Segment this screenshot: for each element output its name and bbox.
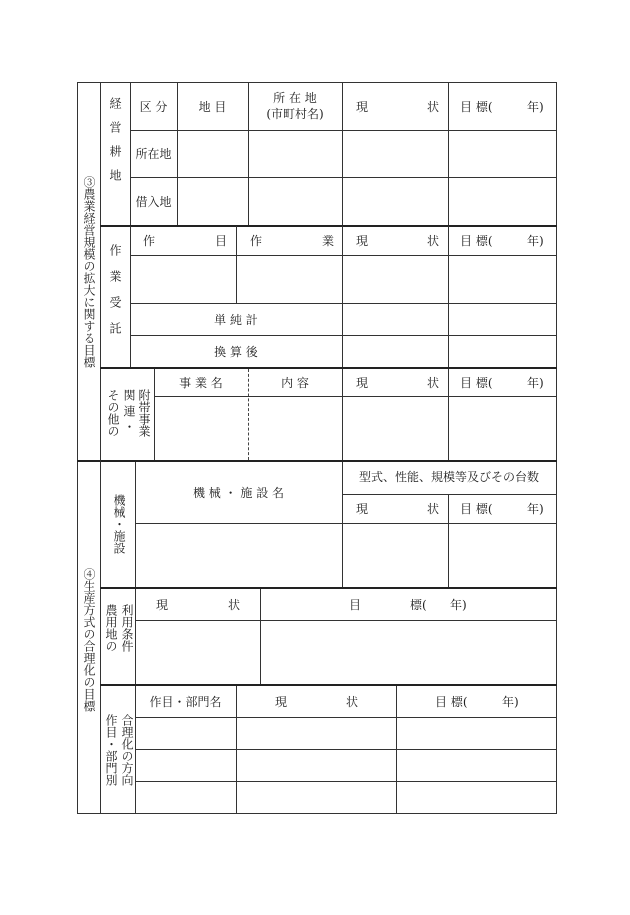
land-header-landtype: 地 目 bbox=[198, 100, 227, 114]
contract-header-crop: 作 bbox=[143, 234, 156, 248]
machinery-name-header: 機 械 ・ 施 設 名 bbox=[192, 486, 285, 500]
other-header-business: 事 業 名 bbox=[179, 376, 223, 390]
farmland-header-current: 現 bbox=[156, 598, 169, 612]
land-row-leased: 借入地 bbox=[135, 195, 172, 209]
contract-header-crop-2: 目 bbox=[215, 234, 228, 248]
land-header-category: 区 分 bbox=[139, 100, 168, 114]
frame-top bbox=[77, 82, 557, 83]
land-header-location: 所 在 地 bbox=[273, 91, 317, 105]
block-divider-e bbox=[100, 684, 557, 686]
crop-label-2: 合理化の方向 bbox=[120, 714, 134, 786]
land-label: 経営耕地 bbox=[108, 97, 122, 193]
contract-label: 作業受託 bbox=[108, 244, 122, 348]
frame-left bbox=[77, 82, 78, 814]
block-divider-b bbox=[100, 367, 557, 369]
other-label-3: 附帯事業 bbox=[137, 389, 151, 437]
contract-header-current: 現 bbox=[356, 234, 369, 248]
section-divider bbox=[77, 460, 557, 462]
land-header-target-year: 年) bbox=[527, 100, 544, 114]
land-row-owned: 所在地 bbox=[135, 147, 172, 161]
frame-bottom bbox=[77, 813, 557, 814]
contract-row-converted: 換 算 後 bbox=[214, 345, 258, 359]
machinery-header-target-year: 年) bbox=[527, 502, 544, 516]
other-header-content: 内 容 bbox=[281, 376, 309, 390]
farmland-label-2: 利用条件 bbox=[120, 604, 134, 652]
machinery-header-current-2: 状 bbox=[427, 502, 440, 516]
crop-header-current-2: 状 bbox=[346, 695, 359, 709]
crop-label-1: 作目・部門別 bbox=[104, 714, 118, 786]
land-header-current: 現 bbox=[356, 100, 369, 114]
farmland-label-1: 農用地の bbox=[104, 604, 118, 652]
crop-header-name: 作目・部門名 bbox=[149, 695, 222, 709]
land-header-target: 目 標( bbox=[460, 100, 493, 114]
farmland-header-current-2: 状 bbox=[228, 598, 241, 612]
other-header-current-2: 状 bbox=[427, 376, 440, 390]
machinery-header-target: 目 標( bbox=[460, 502, 493, 516]
section4-title: ④生産方式の合理化の目標 bbox=[82, 568, 96, 712]
other-header-target-year: 年) bbox=[527, 376, 544, 390]
land-header-municipality: (市町村名) bbox=[266, 107, 324, 121]
block-divider-a bbox=[100, 225, 557, 227]
land-header-current-2: 状 bbox=[427, 100, 440, 114]
machinery-label: 機械・施設 bbox=[112, 494, 126, 554]
machinery-header-current: 現 bbox=[356, 502, 369, 516]
contract-row-simple-total: 単 純 計 bbox=[214, 313, 258, 327]
crop-header-target: 目 標( bbox=[435, 695, 468, 709]
farmland-header-target-year: 年) bbox=[450, 598, 467, 612]
contract-header-target-year: 年) bbox=[527, 234, 544, 248]
other-header-current: 現 bbox=[356, 376, 369, 390]
contract-header-work: 作 bbox=[250, 234, 263, 248]
farmland-header-target: 目 bbox=[349, 598, 362, 612]
other-label-2: 関 連 ・ bbox=[122, 389, 136, 433]
machinery-spec-header: 型式、性能、規模等及びその台数 bbox=[358, 470, 539, 484]
contract-header-work-2: 業 bbox=[322, 234, 335, 248]
title-column-line bbox=[100, 82, 101, 814]
contract-header-target: 目 標( bbox=[460, 234, 493, 248]
crop-header-current: 現 bbox=[275, 695, 288, 709]
other-label-1: その他の bbox=[106, 389, 120, 437]
block-divider-d bbox=[100, 587, 557, 589]
contract-header-current-2: 状 bbox=[427, 234, 440, 248]
farmland-header-target-2: 標( bbox=[410, 598, 427, 612]
frame-right bbox=[556, 82, 557, 814]
crop-header-target-year: 年) bbox=[502, 695, 519, 709]
other-header-target: 目 標( bbox=[460, 376, 493, 390]
section3-title: ③農業経営規模の拡大に関する目標 bbox=[82, 176, 96, 368]
